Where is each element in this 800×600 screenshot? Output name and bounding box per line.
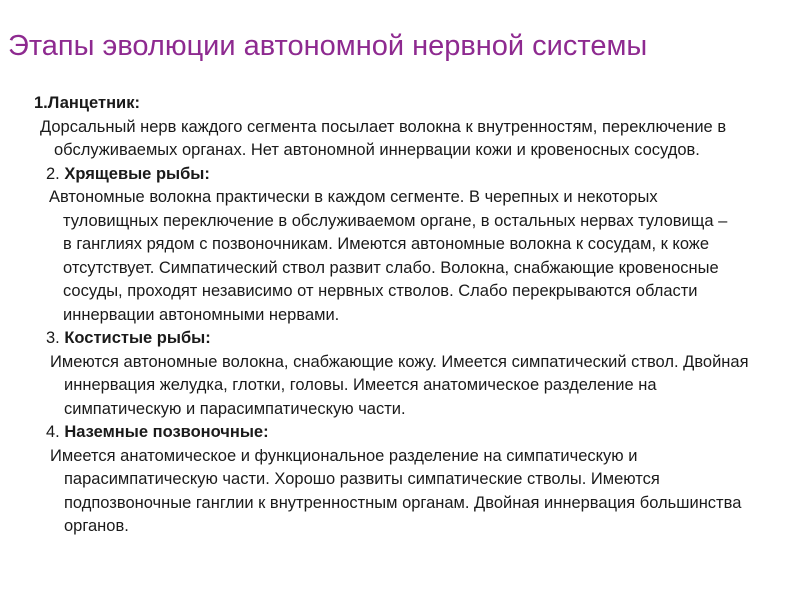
stage-heading <box>0 92 800 116</box>
stage-item-cartilaginous-fish <box>0 163 800 328</box>
stage-number: 4. <box>46 423 60 441</box>
stage-item-bony-fish <box>0 327 800 421</box>
stage-heading <box>0 421 800 445</box>
stage-description: Имеется анатомическое и функциональное разделение на симпатическую и парасимпатическую части. Хорошо развиты симпатические стволы. Имеются подпозвоночные ганглии к внутренностным органам. Двойная иннервация большинства органов. <box>50 446 742 535</box>
stage-number: 2. <box>46 164 60 183</box>
stage-name: Ланцетник: <box>47 94 140 112</box>
stage-description: Автономные волокна практически в каждом сегменте. В черепных и некоторых туловищных переключение в обслуживаемом органе, в остальных нервах туловища – в ганглиях рядом с позвоночникам. Имеются автономные волокна к сосудам, к коже отсутствует. Симпатический ствол развит слабо. Волокна, снабжающие кровеносные сосуды, проходят независимо от нервных стволов. Слабо перекрываются области иннервации автономными нервами. <box>49 188 728 324</box>
stage-number: 1. <box>34 94 48 112</box>
stage-number: 3. <box>46 329 60 347</box>
stage-item-terrestrial-vertebrates <box>0 421 800 539</box>
stages-list <box>0 92 800 539</box>
stage-heading <box>0 327 800 351</box>
stage-description: Имеются автономные волокна, снабжающие кожу. Имеется симпатический ствол. Двойная иннервация желудка, глотки, головы. Имеется анатомическое разделение на симпатическую и парасимпатическую части. <box>50 352 749 418</box>
stage-description: Дорсальный нерв каждого сегмента посылает волокна к внутренностям, переключение в обслуживаемых органах. Нет автономной иннервации кожи и кровеносных сосудов. <box>40 117 727 159</box>
stage-name: Костистые рыбы: <box>64 329 211 347</box>
stage-name: Наземные позвоночные: <box>64 423 269 441</box>
stage-item-lancelet <box>0 92 800 163</box>
stage-heading <box>0 163 800 187</box>
page-title: Этапы эволюции автономной нервной системы <box>8 30 648 62</box>
stage-name: Хрящевые рыбы: <box>64 164 210 183</box>
